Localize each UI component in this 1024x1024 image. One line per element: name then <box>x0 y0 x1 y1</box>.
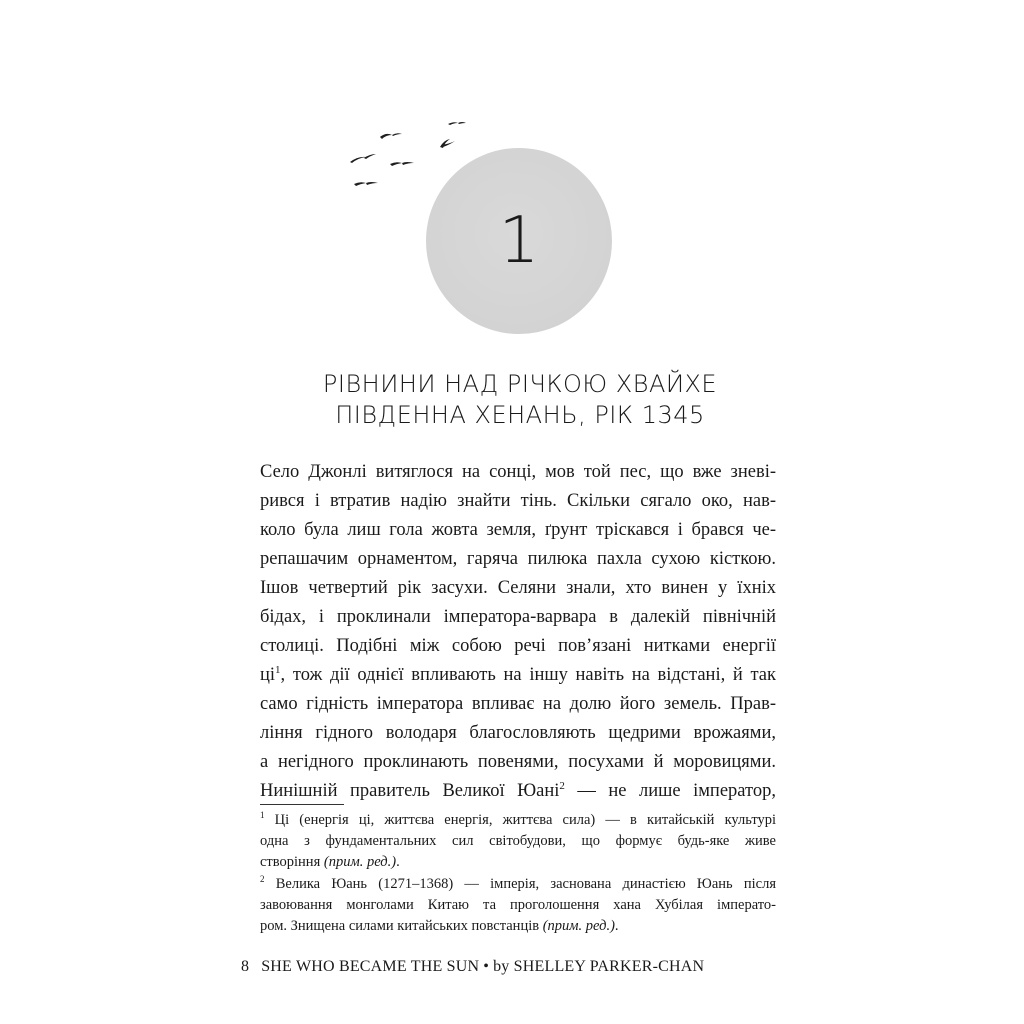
body-text: ці <box>260 665 276 685</box>
body-line: само гідність імператора впливає на долю його земель. Прав- <box>260 694 776 714</box>
bird-1-icon <box>380 133 402 139</box>
body-text: Нинішній правитель Великої Юані <box>260 781 560 801</box>
footnote-2-marker: 2 <box>260 874 265 885</box>
footnote-text: Велика Юань (1271–1368) — імперія, заснована династією Юань після <box>275 876 776 892</box>
body-line: а негідного проклинають повенями, посухами й моровицями. <box>260 752 776 772</box>
footnote-1-line: одна з фундаментальних сил світобудови, що формує будь-яке живе <box>260 833 776 849</box>
bird-5-icon <box>390 162 414 166</box>
body-line: Село Джонлі витяглося на сонці, мов той пес, що вже зневі- <box>260 462 776 482</box>
footnote-2-line: завоювання монголами Китаю та проголошення хана Хубілая імперато- <box>260 897 776 913</box>
body-line: репашачим орнаментом, гаряча пилюка пахла сухою кісткою. <box>260 549 776 569</box>
body-line: бідах, і проклинали імператора-варвара в далекій північній <box>260 607 776 627</box>
book-title: SHE WHO BECAME THE SUN <box>261 958 480 975</box>
footnote-text: ром. Знищена силами китайських повстанців <box>260 918 540 934</box>
footnote-text: . <box>614 918 619 934</box>
footnote-1-line <box>260 852 776 873</box>
bird-4-icon <box>350 154 376 163</box>
body-line: коло була лиш гола жовта земля, ґрунт тріскався і брався че- <box>260 520 776 540</box>
footnote-text: Ці (енергія ці, життєва енергія, життєва сила) — в китайській культурі <box>274 812 777 828</box>
footnote-ref-1[interactable]: 1 <box>275 663 281 676</box>
body-line: столиці. Подібні між собою речі пов’язані нитками енергії <box>260 636 776 656</box>
footnote-text: створіння <box>260 854 321 870</box>
body-line: ління гідного володаря благословляють щедрими врожаями, <box>260 723 776 743</box>
chapter-heading-line-2: ПІВДЕННА ХЕНАНЬ, РІК 1345 <box>335 401 705 429</box>
page-number: 8 <box>241 958 250 975</box>
body-line: рився і втратив надію знайти тінь. Скільки сягало око, нав- <box>260 491 776 511</box>
footnote-1-line <box>260 810 776 831</box>
bird-3-icon <box>448 122 466 125</box>
editor-note: (прим. ред.) <box>542 918 615 934</box>
footnote-1-marker: 1 <box>260 810 265 821</box>
body-line: Ішов четвертий рік засухи. Селяни знали, хто винен у їхніх <box>260 578 776 598</box>
body-line <box>260 777 776 805</box>
footnote-2-line <box>260 916 776 937</box>
editor-note: (прим. ред.) <box>323 854 397 870</box>
bird-2-icon <box>440 139 455 148</box>
body-line <box>260 661 776 689</box>
bird-6-icon <box>354 182 378 186</box>
body-text: — не лише імператор, <box>564 781 776 801</box>
footnote-text: . <box>396 854 400 870</box>
body-text: , тож дії однієї впливають на іншу навіть на відстані, й так <box>280 665 776 685</box>
footer-separator: • <box>483 958 490 975</box>
chapter-number: 1 <box>498 204 540 278</box>
chapter-heading-line-1: РІВНИНИ НАД РІЧКОЮ ХВАЙХЕ <box>322 370 718 398</box>
footnote-divider <box>260 804 344 805</box>
author-name: by SHELLEY PARKER-CHAN <box>493 958 705 975</box>
page-footer <box>241 958 704 976</box>
footnote-2-line <box>260 874 776 895</box>
footnote-ref-2[interactable]: 2 <box>559 779 565 792</box>
